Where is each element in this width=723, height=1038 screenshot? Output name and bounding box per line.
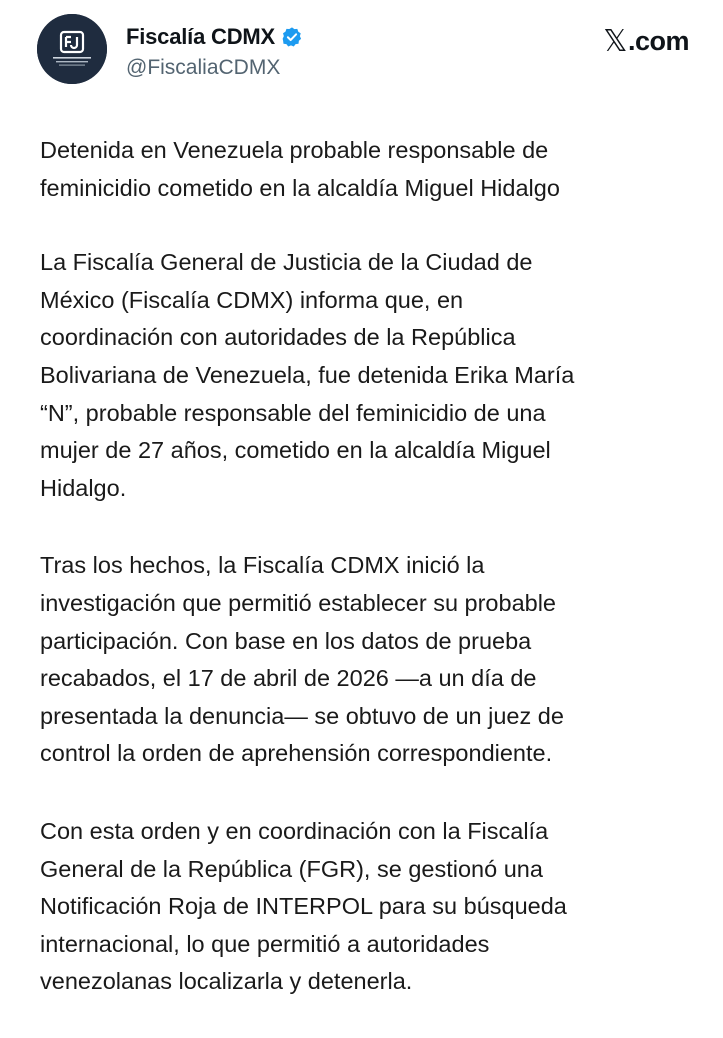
- paragraph-line: mujer de 27 años, cometido en la alcaldía Miguel: [40, 437, 551, 464]
- brand-domain: .com: [627, 26, 689, 56]
- paragraph-line: investigación que permitió establecer su probable: [40, 589, 557, 616]
- paragraph-line: Hidalgo.: [40, 474, 127, 501]
- paragraph-line: internacional, lo que permitió a autoridades: [40, 930, 490, 957]
- post-header: [0, 0, 723, 110]
- paragraph-line: control la orden de aprehensión correspondiente.: [40, 740, 553, 767]
- avatar[interactable]: [37, 14, 107, 84]
- author-name-row[interactable]: [126, 22, 303, 52]
- paragraph-line: General de la República (FGR), se gestionó una: [40, 855, 543, 882]
- post-paragraph-3: [40, 813, 705, 1001]
- paragraph-line: “N”, probable responsable del feminicidio de una: [40, 399, 546, 426]
- x-brand-logo: [603, 24, 689, 59]
- paragraph-line: Con esta orden y en coordinación con la Fiscalía: [40, 817, 549, 844]
- verified-badge-icon: [281, 26, 303, 48]
- headline-line: feminicidio cometido en la alcaldía Miguel Hidalgo: [40, 174, 560, 201]
- fiscalia-cdmx-logo-icon: [37, 14, 107, 84]
- paragraph-line: venezolanas localizarla y detenerla.: [40, 968, 413, 995]
- paragraph-line: Tras los hechos, la Fiscalía CDMX inició la: [40, 552, 485, 579]
- post-body: [40, 132, 705, 1038]
- post-headline: [40, 132, 705, 207]
- paragraph-line: presentada la denuncia— se obtuvo de un juez de: [40, 702, 564, 729]
- paragraph-line: coordinación con autoridades de la República: [40, 324, 516, 351]
- paragraph-line: La Fiscalía General de Justicia de la Ciudad de: [40, 249, 533, 276]
- display-name[interactable]: Fiscalía CDMX: [126, 24, 276, 49]
- paragraph-line: México (Fiscalía CDMX) informa que, en: [40, 286, 464, 313]
- post-paragraph-2: [40, 547, 705, 773]
- author-handle[interactable]: @FiscaliaCDMX: [126, 56, 281, 79]
- paragraph-line: Bolivariana de Venezuela, fue detenida Erika María: [40, 361, 575, 388]
- paragraph-line: Notificación Roja de INTERPOL para su búsqueda: [40, 893, 567, 920]
- paragraph-line: participación. Con base en los datos de prueba: [40, 627, 532, 654]
- paragraph-line: recabados, el 17 de abril de 2026 —a un día de: [40, 665, 537, 692]
- headline-line: Detenida en Venezuela probable responsable de: [40, 137, 549, 163]
- x-logo-icon: 𝕏: [603, 24, 627, 59]
- post-paragraph-1: [40, 244, 705, 507]
